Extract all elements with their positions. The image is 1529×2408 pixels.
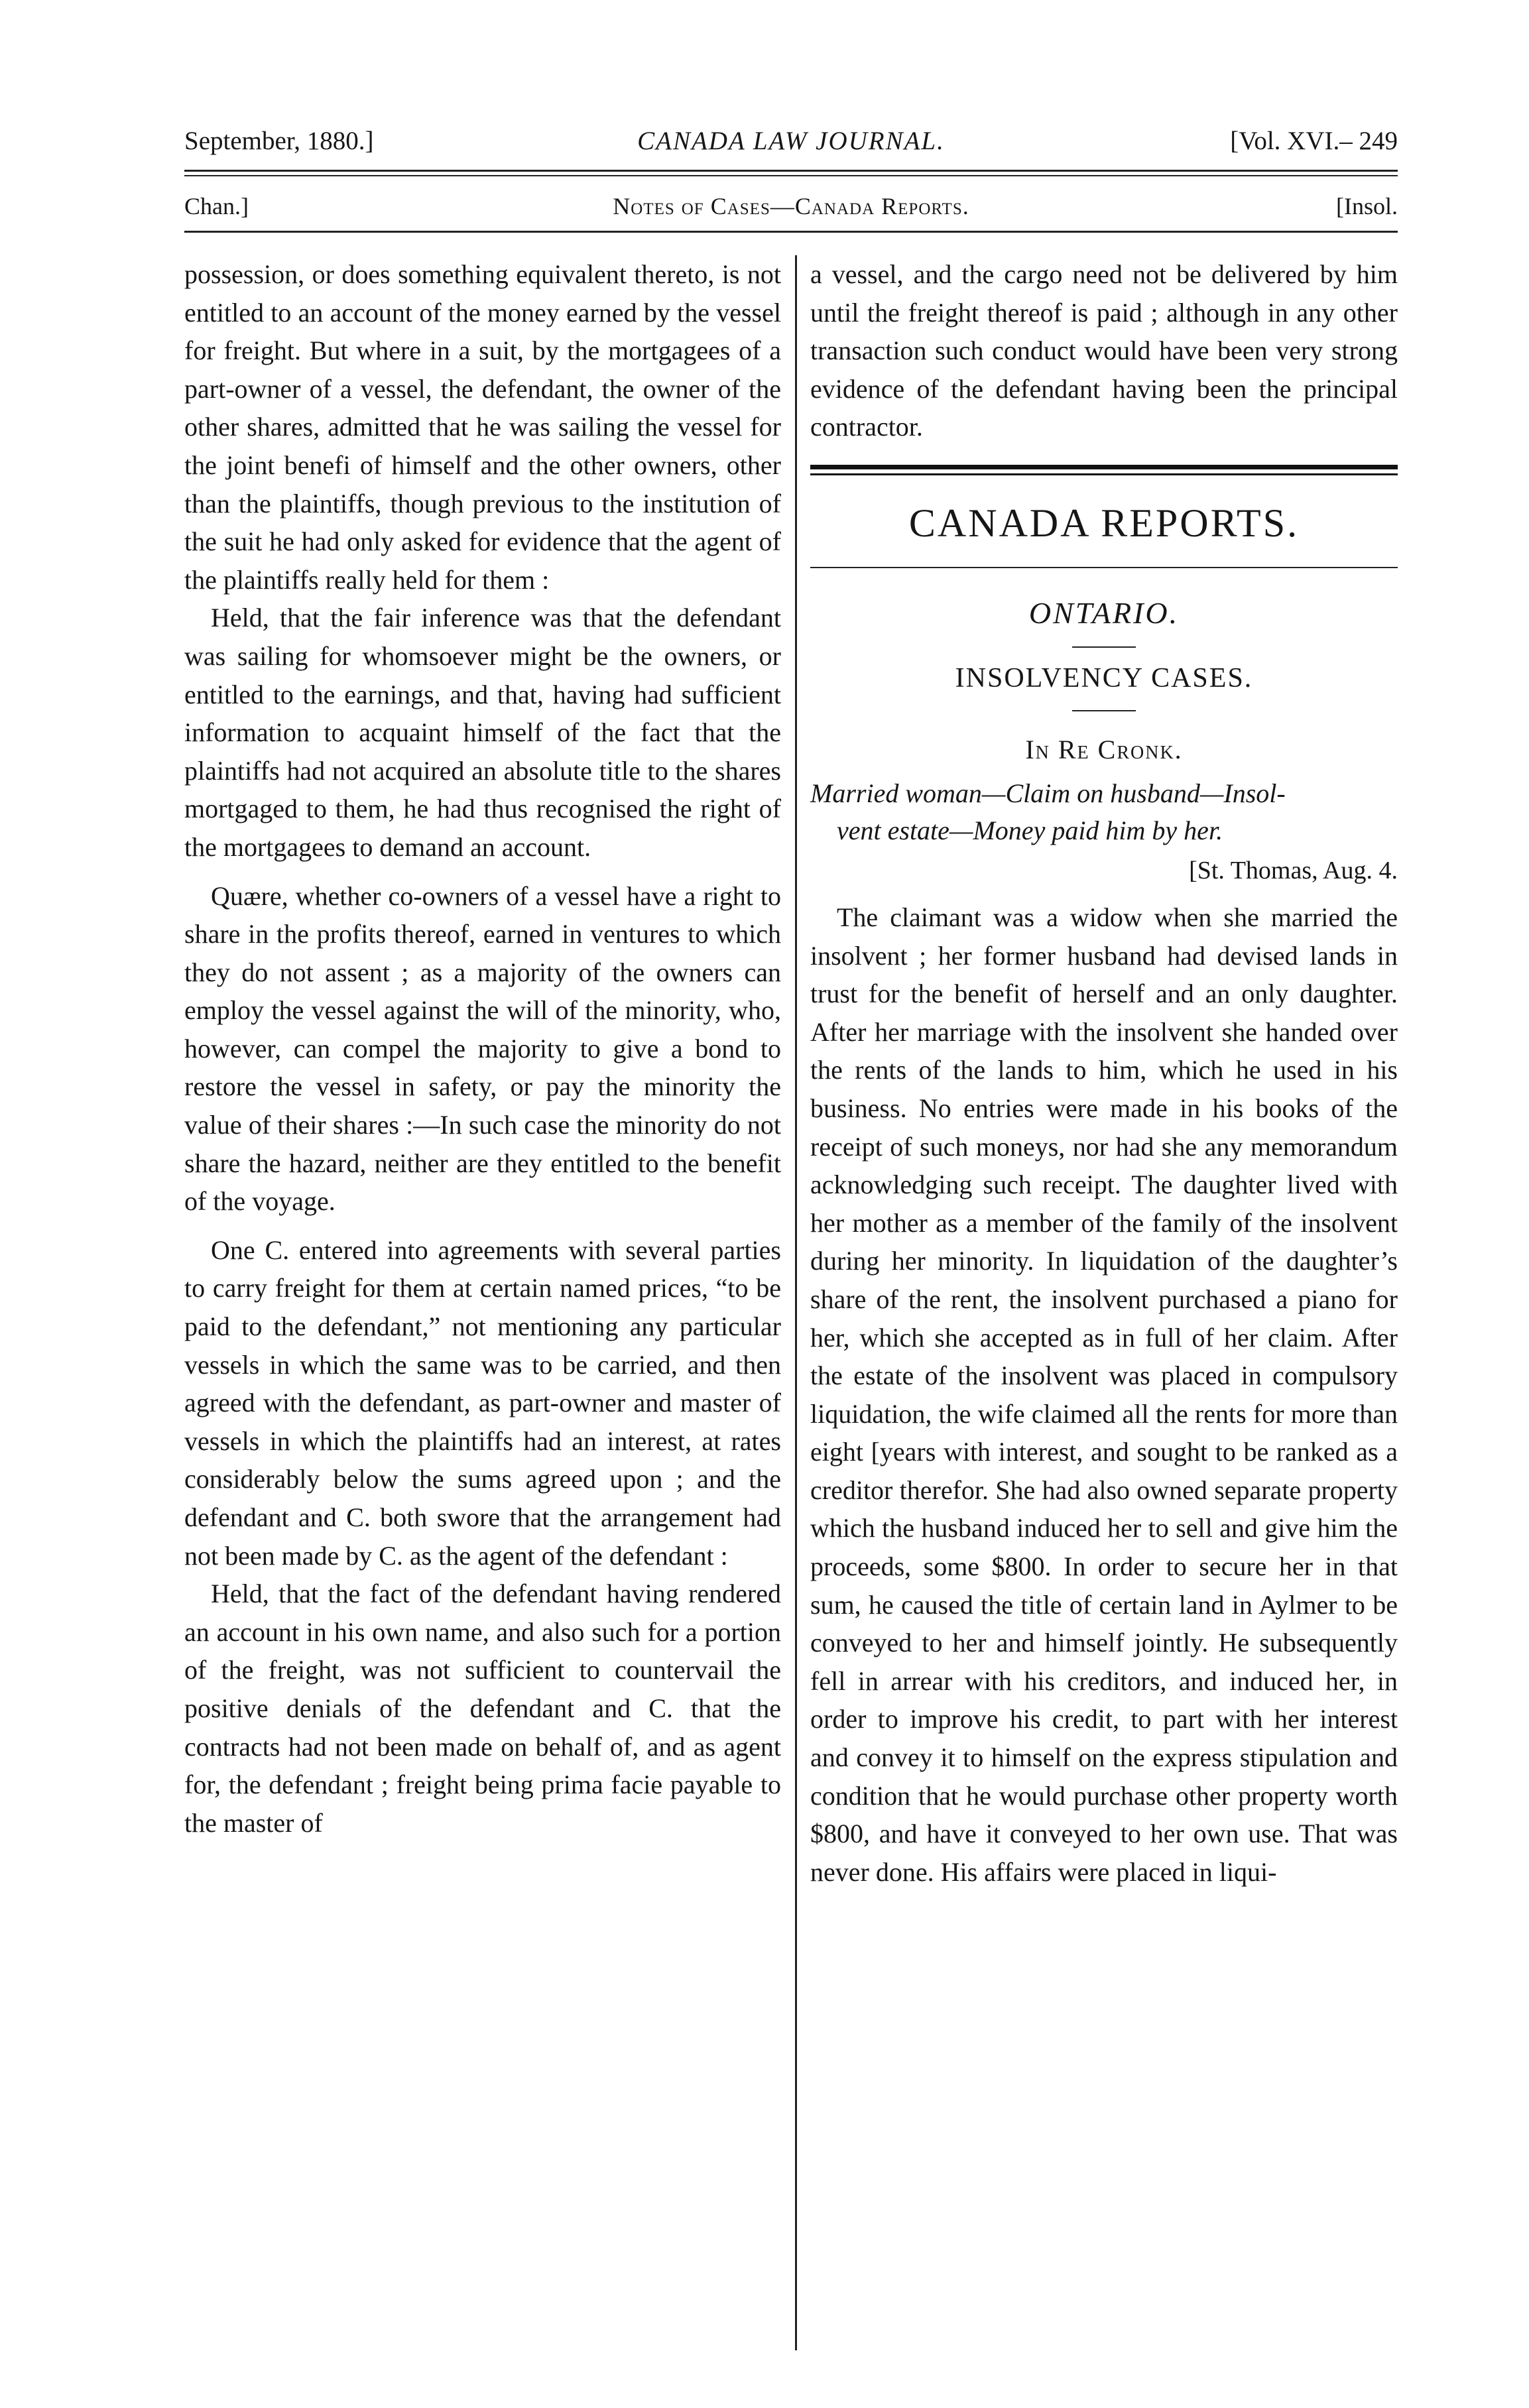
journal-title: CANADA LAW JOURNAL.: [637, 127, 945, 155]
section-head-title: Notes of Cases—Canada Reports.: [613, 193, 969, 219]
running-head: [184, 126, 1398, 167]
volume-page: [Vol. XVI.– 249: [1230, 127, 1398, 155]
heading-rule: [810, 567, 1398, 568]
paragraph: Quære, whether co-owners of a vessel have a right to share in the profits thereof, earned in ventures to which they do not assent ; as a majority of the owners can employ the vessel against the will of the minority, who, however, can compel the majority to give a bond to restore the vessel in safety, or pay the minority the value of their shares :—In such case the minority do not share the hazard, neither are they entitled to the benefit of the voyage.: [184, 880, 781, 1217]
issue-date: September, 1880.]: [184, 127, 374, 155]
paragraph: The claimant was a widow when she married the insolvent ; her former husband had devised lands in trust for the benefit of herself and an only daughter. After her marriage with the insolvent she handed over the rents of the lands to him, which he used in his business. No entries were made in his books of the receipt of such moneys, nor had she any memorandum acknowledging such receipt. The daughter lived with her mother as a member of the family of the insolvent during her minority. In liquidation of the daughter’s share of the rent, the insolvent purchased a piano for her, which she accepted as in full of her claim. After the estate of the insolvent was placed in compulsory liquidation, the wife claimed all the rents for more than eight [years with interest, and sought to be ranked as a creditor therefor. She had also owned separate property which the husband induced her to sell and give him the proceeds, some $800. In order to secure her in that sum, he caused the title of certain land in Aylmer to be conveyed to her and himself jointly. He subsequently fell in arrear with his creditors, and induced her, in order to improve his credit, to part with her interest and convey it to himself on the express stipulation and condition that he would purchase other property worth $800, and have it conveyed to her own use. That was never done. His affairs were placed in liqui-: [810, 902, 1398, 1887]
cases-heading: INSOLVENCY CASES.: [955, 662, 1253, 693]
section-head-rule: [184, 231, 1398, 233]
short-rule: [1072, 646, 1136, 648]
paragraph: possession, or does something equivalent thereto, is not entitled to an account of the money earned by the vessel for freight. But where in a suit, by the mortgagees of a part-owner of a vessel, the defendant, the owner of the other shares, admitted that he was sailing the vessel for the joint benefi of himself and the other owners, other than the plaintiffs, though previous to the institution of the suit he had only asked for evidence that the agent of the plaintiffs really held for them :: [184, 259, 781, 595]
section-break-rule: [810, 465, 1398, 475]
paragraph: Held, that the fact of the defendant having rendered an account in his own name, and also such for a portion of the freight, was not sufficient to countervail the positive denials of the defendant and C. that the contracts had not been made on behalf of, and as agent for, the defendant ; freight being prima facie payable to the master of: [184, 1579, 781, 1838]
paragraph: One C. entered into agreements with several parties to carry freight for them at certain named prices, “to be paid to the defendant,” not mentioning any particular vessels in which the same was to be carried, and then agreed with the defendant, as part-owner and master of vessels in which the plaintiffs had an interest, at rates considerably below the sums agreed upon ; and the defendant and C. both swore that the arrangement had not been made by C. as the agent of the defendant :: [184, 1234, 781, 1571]
province-heading: ONTARIO.: [1028, 595, 1180, 630]
reports-heading: CANADA REPORTS.: [908, 501, 1300, 545]
journal-page: [184, 126, 1398, 1887]
section-head-left: Chan.]: [184, 193, 249, 219]
column-divider: [795, 255, 797, 2350]
court-date: [St. Thomas, Aug. 4.: [1189, 856, 1398, 884]
section-head: [184, 192, 1398, 224]
headnote: [810, 775, 1398, 849]
headnote-line: Married woman—Claim on husband—Insol-: [810, 778, 1286, 808]
section-head-right: [Insol.: [1336, 193, 1398, 219]
text-columns: [184, 255, 1398, 2350]
paragraph: a vessel, and the cargo need not be delivered by him until the freight thereof is paid ; although in any other transaction such conduct would have been very strong evidence of the defendant having been the principal contractor.: [810, 259, 1398, 442]
short-rule: [1072, 710, 1136, 711]
headnote-line: vent estate—Money paid him by her.: [837, 815, 1223, 845]
header-double-rule: [184, 170, 1398, 176]
paragraph: Held, that the fair inference was that the defendant was sailing for whomsoever might be the owners, or entitled to the earnings, and that, having had sufficient information to acquaint himself of the fact that the plaintiffs had not acquired an absolute title to the shares mortgaged to them, he had thus recognised the right of the mortgagees to demand an account.: [184, 603, 781, 862]
left-column: [184, 255, 781, 1842]
right-column: [810, 255, 1398, 1891]
case-name: In Re Cronk.: [1025, 734, 1183, 764]
